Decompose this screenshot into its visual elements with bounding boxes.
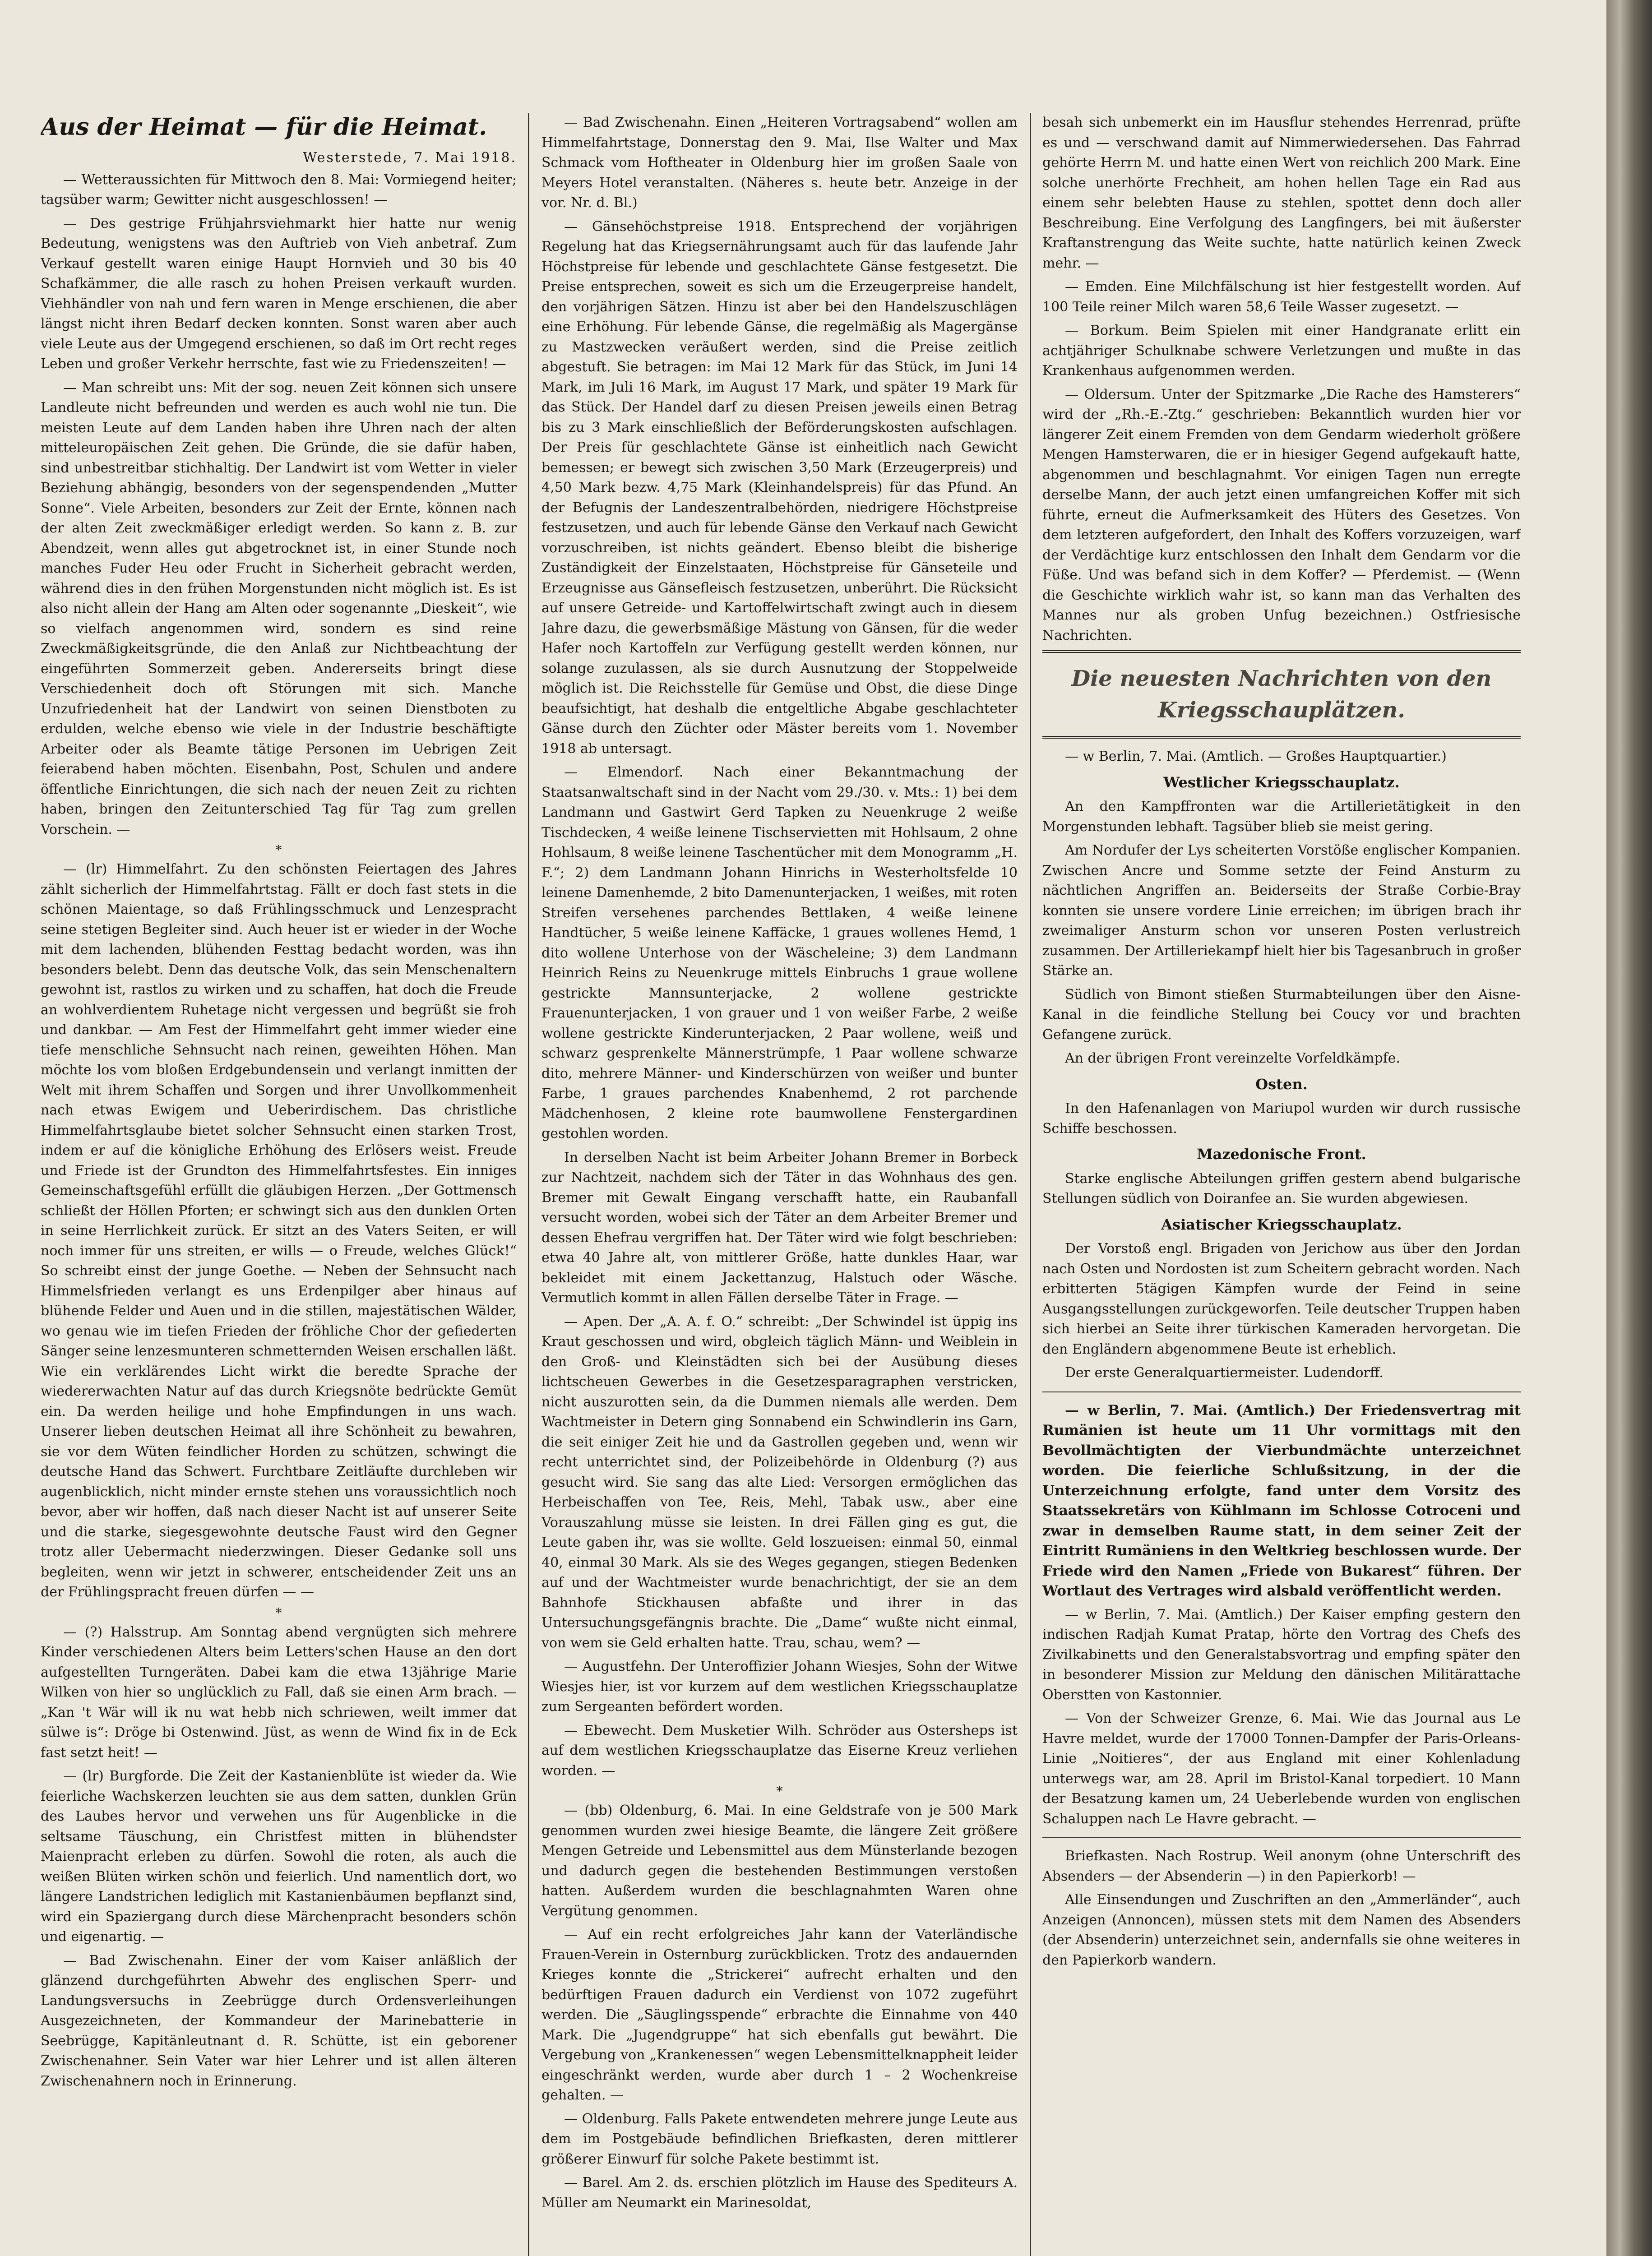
editorial-notice: Alle Einsendungen und Zuschriften an den „Ammerländer“, auch Anzeigen (Annoncen), müssen stets mit dem Namen des Absenders (der Absenderin) unterzeichnet sein, andernfalls sie ohne weiteres in den Papierkorb wandern. <box>1042 1892 1521 1968</box>
section-headline: Aus der Heimat — für die Heimat. <box>41 113 487 141</box>
east-front-heading: Osten. <box>1255 1075 1308 1093</box>
report-paragraph: Starke englische Abteilungen griffen gestern abend bulgarische Stellungen südlich von Doiranfee an. Sie wurden abgewiesen. <box>1042 1170 1521 1207</box>
article-paragraph: — Bad Zwischenahn. Einer der vom Kaiser anläßlich der glänzend durchgeführten Abwehr des englischen Sperr- und Landungsversuchs in Zeebrügge durch Ordensverleihungen Ausgezeichneten, der Kommandeur der Marinebatterie in Seebrügge, Kapitänleutnant d. R. Schütte, ist ein geborener Zwischenahner. Sein Vater war hier Lehrer und ist allen älteren Zwischenahnern noch in Erinnerung. <box>41 1952 517 2089</box>
article-paragraph: — Oldenburg. Falls Pakete entwendeten mehrere junge Leute aus dem im Postgebäude befindlichen Briefkasten, deren mittlerer größerer Einwurf für solche Pakete bestimmt ist. <box>541 2111 1018 2167</box>
report-paragraph: Der Vorstoß engl. Brigaden von Jerichow aus über den Jordan nach Osten und Nordosten ist zum Scheitern gebracht worden. Nach erbitterten 5tägigen Kämpfen wurde der Feind in seine Ausgangsstellungen zurückgeworfen. Teile deutscher Truppen haben sich hierbei an Seite ihrer türkischen Kameraden hervorgetan. Die den Engländern abgenommene Beute ist erheblich. <box>1042 1241 1521 1357</box>
article-paragraph: — Des gestrige Frühjahrsviehmarkt hier hatte nur wenig Bedeutung, wenigstens was den Auftrieb von Vieh anbetraf. Zum Verkauf gestellt waren einige Haupt Hornvieh und 30 bis 40 Schafkämmer, die alle rasch zu hohen Preisen verkauft wurden. Viehhändler von nah und fern waren in Menge erschienen, die aber längst nicht ihren Bedarf decken konnten. Sonst waren aber auch viele Leute aus der Umgegend erschienen, so daß im Ort recht reges Leben und großer Verkehr herrschte, fast wie zu Friedenszeiten! — <box>41 215 517 372</box>
report-paragraph: Am Nordufer der Lys scheiterten Vorstöße englischer Kompanien. Zwischen Ancre und Somme setzte der Feind Ansturm zu nächtlichen Angriffen an. Beiderseits der Straße Corbie-Bray konnten sie unsere vordere Linie erreichen; im übrigen brach ihr zweimaliger Ansturm schon vor unseren Posten verlustreich zusammen. Der Artilleriekampf hielt hier bis Tagesanbruch in großer Stärke an. <box>1042 842 1521 979</box>
article-paragraph: — Apen. Der „A. A. f. O.“ schreibt: „Der Schwindel ist üppig ins Kraut geschossen und wird, obgleich täglich Männ- und Weiblein in den Groß- und Kleinstädten sich bei der Ausübung dieses lichtscheuen Gewerbes in die Gesetzesparagraphen verstricken, nicht auszurotten sein, da die Dummen niemals alle werden. Dem Wachtmeister in Detern ging Sonnabend ein Schwindlerin ins Garn, die seit einiger Zeit hie und da Gastrollen gegeben und, wenn wir recht unterrichtet sind, der Polizeibehörde in Oldenburg (?) aus gesucht wird. Sie sang das alte Lied: Versorgen ermöglichen das Herbeischaffen von Tee, Reis, Mehl, Tabak usw., aber eine Vorauszahlung müsse sie leisten. In drei Fällen ging es gut, die Leute gaben ihr, was sie wollte. Geld loszueisen: einmal 50, einmal 40, einmal 30 Mark. Als sie des Weges gegangen, stiegen Bedenken auf und der Wachtmeister wurde benachrichtigt, der sie an dem Bahnhofe Stickhausen abfaßte und ihrer in das Untersuchungsgefängnis brachte. Die „Dame“ wußte nicht einmal, von wem sie Geld erhalten hatte. Trau, schau, wem? — <box>541 1313 1018 1651</box>
article-paragraph: — (lr) Himmelfahrt. Zu den schönsten Feiertagen des Jahres zählt sicherlich der Himmelfahrtstag. Fällt er doch fast stets in die schönen Maientage, so daß Frühlingsschmuck und Lenzespracht seine stetigen Begleiter sind. Auch heuer ist er wieder in der Woche mit dem lachenden, blühenden Festtag bedacht worden, was ihn besonders belebt. Denn das deutsche Volk, das sein Menschenaltern gewohnt ist, rastlos zu wirken und zu schaffen, hat doch die Freude an wohlverdientem Ruhetage nicht vergessen und begrüßt sie froh und dankbar. — Am Fest der Himmelfahrt geht immer wieder eine tiefe menschliche Sehnsucht nach reinen, geweihten Höhen. Man möchte los vom bloßen Erdgebundensein und verlangt inmitten der Welt mit ihrem Schaffen und Sorgen und ihrer Unvollkommenheit nach etwas Ewigem und Ueberirdischem. Das christliche Himmelfahrtsglaube bietet solcher Sehnsucht einen starken Trost, indem er auf die königliche Erhöhung des Erlösers weist. Freude und Friede ist der Grundton des Himmelfahrtsfestes. Ein inniges Gemeinschaftsgefühl erfüllt die gläubigen Herzen. „Der Gottmensch schließt der Höllen Pforten; er schwingt sich aus den dunklen Orten in seine Herrlichkeit zurück. Er sitzt an des Vaters Seiten, er will noch immer für uns streiten, er wills — o Freude, welches Glück!“ So schreibt einst der junge Goethe. — Neben der Sehnsucht nach Himmelsfrieden verlangt es uns Erdenpilger aber hinaus auf blühende Felder und Auen und in die stillen, majestätischen Wälder, wo genau wie im tiefen Frieden der fröhliche Chor der gefiederten Sänger seine lenzesmunteren schmetternden Weisen erschallen läßt. Wie ein verklärendes Licht wirkt die beredte Sprache der wiedererwachten Natur auf das durch Kriegsnöte bedrückte Gemüt ein. Da werden heilige und hohe Empfindungen in uns wach. Unserer lieben deutschen Heimat all ihre Schönheit zu bewahren, sie vor dem Wüten feindlicher Horden zu schützen, schwingt die deutsche Hand das Schwert. Furchtbare Zeitläufte durchleben wir augenblicklich, nicht minder ernste stehen uns voraussichtlich noch bevor, aber wir hoffen, daß nach dieser Nacht ist auf unserer Seite und die starke, siegesgewohnte deutsche Faust wird den Gegner trotz aller Uebermacht niederzwingen. Dieser Gedanke soll uns begleiten, wenn wir jetzt in schwerer, entscheidender Zeit uns an der Frühlingspracht freuen dürfen — — <box>41 861 517 1600</box>
report-paragraph: An der übrigen Front vereinzelte Vorfeldkämpfe. <box>1065 1050 1401 1066</box>
report-paragraph: Südlich von Bimont stießen Sturmabteilungen über den Aisne-Kanal in die feindliche Stellung bei Coucy vor und brachten Gefangene zurück. <box>1042 986 1521 1043</box>
report-signature: Der erste Generalquartiermeister. Ludendorff. <box>1065 1365 1384 1381</box>
column-1 <box>41 113 517 2256</box>
article-paragraph: In derselben Nacht ist beim Arbeiter Johann Bremer in Borbeck zur Nachtzeit, nachdem sich der Täter in das Wohnhaus des gen. Bremer mit Gewalt Eingang verschafft hatte, ein Raubanfall versucht worden, wobei sich der Täter an dem Arbeiter Bremer und dessen Ehefrau vergriffen hat. Der Täter wird wie folgt beschrieben: etwa 40 Jahre alt, von mittlerer Größe, hatte dunkles Haar, war bekleidet mit einem Jackettanzug, Halstuch oder Wäsche. Vermutlich kommt in allen Fällen derselbe Täter in Frage. — <box>541 1149 1018 1306</box>
asterisk-separator: * <box>275 1605 282 1620</box>
article-paragraph: — Augustfehn. Der Unteroffizier Johann Wiesjes, Sohn der Witwe Wiesjes hier, ist vor kurzem auf dem westlichen Kriegsschauplatze zum Sergeanten befördert worden. <box>541 1659 1018 1715</box>
article-paragraph: — Emden. Eine Milchfälschung ist hier festgestellt worden. Auf 100 Teile reiner Milch waren 58,6 Teile Wasser zugesetzt. — <box>1042 279 1521 315</box>
column-rule <box>528 113 529 2256</box>
asiatic-front-heading: Asiatischer Kriegsschauplatz. <box>1161 1216 1402 1233</box>
west-front-heading: Westlicher Kriegsschauplatz. <box>1163 773 1400 791</box>
section-divider <box>1042 1837 1521 1838</box>
page-edge <box>1606 0 1652 2256</box>
article-paragraph: — (bb) Oldenburg, 6. Mai. In eine Geldstrafe von je 500 Mark genommen wurden zwei hiesige Beamte, die längere Zeit größere Mengen Getreide und Lebensmittel aus dem Münsterlande bezogen und dadurch gegen die bestehenden Bestimmungen verstoßen hatten. Außerdem wurden die beschlagnahmten Waren ohne Vergütung genommen. <box>541 1803 1018 1919</box>
briefkasten-note: Briefkasten. Nach Rostrup. Weil anonym (ohne Unterschrift des Absenders — der Absenderin —) in den Papierkorb! — <box>1042 1848 1521 1884</box>
report-paragraph: In den Hafenanlagen von Mariupol wurden wir durch russische Schiffe beschossen. <box>1042 1100 1521 1137</box>
column-2 <box>541 113 1018 2256</box>
macedonian-front-heading: Mazedonische Front. <box>1197 1146 1366 1163</box>
article-paragraph: — Bad Zwischenahn. Einen „Heiteren Vortragsabend“ wollen am Himmelfahrtstage, Donnerstag den 9. Mai, Ilse Walter und Max Schmack vom Hoftheater in Oldenburg hier im großen Saale von Meyers Hotel veranstalten. (Näheres s. heute betr. Anzeige in der vor. Nr. d. Bl.) <box>541 115 1018 211</box>
column-rule <box>1030 113 1031 2256</box>
war-news-headline: Die neuesten Nachrichten von den Kriegsschauplätzen. <box>1042 650 1521 739</box>
article-paragraph: — Barel. Am 2. ds. erschien plötzlich im Hause des Spediteurs A. Müller am Neumarkt ein Marinesoldat, <box>541 2175 1018 2211</box>
dateline: Westerstede, 7. Mai 1918. <box>303 150 517 166</box>
asterisk-separator: * <box>275 842 282 857</box>
article-paragraph: — (lr) Burgforde. Die Zeit der Kastanienblüte ist wieder da. Wie feierliche Wachskerzen leuchten sie aus dem satten, dunklen Grün des Laubes hervor und verwehen uns für Augenblicke in die seltsame Täuschung, ein Christfest mitten in blühendster Maienpracht erleben zu dürfen. Sowohl die roten, als auch die weißen Blüten wirken schön und feierlich. Und namentlich dort, wo längere Landstrichen lediglich mit Kastanienbäumen bepflanzt sind, wird ein Spaziergang durch diese Märchenpracht besonders schön und eigenartig. — <box>41 1768 517 1945</box>
column-3 <box>1042 113 1521 2256</box>
article-paragraph: — Oldersum. Unter der Spitzmarke „Die Rache des Hamsterers“ wird der „Rh.-E.-Ztg.“ geschrieben: Bekanntlich wurden hier vor längerer Zeit einem Fremden von dem Gendarm wiederholt größere Mengen Hamsterwaren, die er in hiesiger Gegend aufgekauft hatte, abgenommen und beschlagnahmt. Vor einigen Tagen nun erregte derselbe Mann, der auch jetzt einen umfangreichen Koffer mit sich führte, erneut die Aufmerksamkeit des Hüters des Gesetzes. Von dem letzteren aufgefordert, den Inhalt des Koffers vorzuzeigen, warf der Verdächtige kurz entschlossen den Inhalt dem Gendarm vor die Füße. Und was befand sich in dem Koffer? — Pferdemist. — (Wenn die Geschichte wirklich wahr ist, so kann man das Verhalten des Mannes nur als groben Unfug bezeichnen.) Ostfriesische Nachrichten. <box>1042 386 1521 643</box>
report-paragraph: — w Berlin, 7. Mai. (Amtlich.) Der Kaiser empfing gestern den indischen Radjah Kumat Pratap, hörte den Vortrag des Chefs des Zivilkabinetts und den Generalstabsvortrag und empfing später den in besonderer Mission zur Meldung den dänischen Militärattache Oberstten von Kastonnier. <box>1042 1606 1521 1703</box>
peace-treaty-report: — w Berlin, 7. Mai. (Amtlich.) Der Friedensvertrag mit Rumänien ist heute um 11 Uhr vormittags mit den Bevollmächtigten der Vierbundmächte unterzeichnet worden. Die feierliche Schlußsitzung, in der die Unterzeichnung erfolgte, fand unter dem Vorsitz des Staatssekretärs von Kühlmann im Schlosse Cotroceni und zwar in demselben Raume statt, in dem seiner Zeit der Eintritt Rumäniens in den Weltkrieg beschlossen wurde. Der Friede wird den Namen „Friede von Bukarest“ führen. Der Wortlaut des Vertrages wird alsbald veröffentlicht werden. <box>1042 1402 1521 1599</box>
article-paragraph: — Ebewecht. Dem Musketier Wilh. Schröder aus Ostersheps ist auf dem westlichen Kriegsschauplatze das Eiserne Kreuz verliehen worden. — <box>541 1722 1018 1779</box>
report-dateline: — w Berlin, 7. Mai. (Amtlich. — Großes Hauptquartier.) <box>1065 749 1447 764</box>
article-paragraph: — Man schreibt uns: Mit der sog. neuen Zeit können sich unsere Landleute nicht befreunden und werden es auch wohl nie tun. Die meisten Leute auf dem Landen haben ihre Uhren nach der alten mitteleuropäischen Zeit gehen. Die Gründe, die sie dafür haben, sind unbestreitbar stichhaltig. Der Landwirt ist vom Wetter in vieler Beziehung abhängig, besonders von der segenspendenden „Mutter Sonne“. Viele Arbeiten, besonders zur Zeit der Ernte, können nach der alten Zeit zweckmäßiger erledigt werden. So kann z. B. zur Abendzeit, wenn alles gut abgetrocknet ist, in einer Stunde noch manches Fuder Heu oder Frucht in Sicherheit gebracht werden, während dies in den frühen Morgenstunden nicht möglich ist. Es ist also nicht allein der Hang am Alten oder sogenannte „Dieskeit“, wie so vielfach angenommen wird, sondern es sind reine Zweckmäßigkeitsgründe, die den Anlaß zur Nichtbeachtung der eingeführten Sommerzeit geben. Andererseits bringt diese Verschiedenheit doch oft Störungen mit sich. Manche Unzufriedenheit hat der Landwirt von seinen Dienstboten zu erdulden, welche ebenso wie viele in der Industrie beschäftigte Arbeiter oder als Beamte tätige Personen im Uebrigen Zeit feierabend haben möchten. Eisenbahn, Post, Schulen und andere öffentliche Einrichtungen, die sich nach der neuen Zeit zu richten haben, bringen den Zeitunterschied Tag für Tag zum grellen Vorschein. — <box>41 379 517 837</box>
article-paragraph: — (?) Halsstrup. Am Sonntag abend vergnügten sich mehrere Kinder verschiedenen Alters beim Letters'schen Hause an den dort aufgestellten Turngeräten. Dabei kam die etwa 13jährige Marie Wilken von hier so unglücklich zu Fall, daß sie einen Arm brach. — „Kan 't Wär will ik nu wat hebb nich schriewen, weilt immer dat sülwe is“: Dröge bi Ostenwind. Jüst, as wenn de Wind fix in de Eck fast setzt heit! — <box>41 1624 517 1761</box>
article-paragraph: besah sich unbemerkt ein im Hausflur stehendes Herrenrad, prüfte es und — verschwand damit auf Nimmerwiedersehen. Das Fahrrad gehörte Herrn M. und hatte einen Wert von reichlich 200 Mark. Eine solche unerhörte Frechheit, am hohen hellen Tage ein Rad aus einem sehr belebten Hause zu stehlen, spottet denn doch aller Beschreibung. Eine Verfolgung des Langfingers, bei mit äußerster Kraftanstrengung das Weite suchte, hatte natürlich keinen Zweck mehr. — <box>1042 115 1521 271</box>
article-paragraph: — Elmendorf. Nach einer Bekanntmachung der Staatsanwaltschaft sind in der Nacht vom 29./30. v. Mts.: 1) bei dem Landmann und Gastwirt Gerd Tapken zu Neuenkruge 2 weiße Tischdecken, 4 weiße leinene Tischservietten mit Hohlsaum, 2 ohne Hohlsaum, 8 weiße leinene Taschentücher mit dem Monogramm „H. F.“; 2) dem Landmann Johann Hinrichs in Westerholtsfelde 10 leinene Damenhemde, 2 bito Damenunterjacken, 1 weißes, mit roten Streifen versehenes parchendes Bettlaken, 4 weiße leinene Handtücher, 5 weiße leinene Kaffäcke, 1 graues wollenes Hemd, 1 dito wollene Unterhose von der Wäscheleine; 3) dem Landmann Heinrich Reins zu Neuenkruge mittels Einbruchs 1 graue wollene gestrickte Mannsunterjacke, 2 wollene gestrickte Frauenunterjacken, 1 von grauer und 1 von weißer Farbe, 2 weiße wollene gestrickte Kinderunterjacken, 2 Paar wollene, weiß und schwarz gesprenkelte Männerstrümpfe, 1 Paar wollene schwarze dito, mehrere Männer- und Kinderschürzen von weißer und bunter Farbe, 1 graues parchendes Knabenhemd, 2 rot parchende Mädchenhosen, 2 kleine rote baumwollene Fenstergardinen gestohlen worden. <box>541 764 1018 1142</box>
article-paragraph: — Auf ein recht erfolgreiches Jahr kann der Vaterländische Frauen-Verein in Osternburg zurückblicken. Trotz des andauernden Krieges konnte die „Strickerei“ aufrecht erhalten und den bedürftigen Frauen dadurch ein Verdienst von 1072 zugeführt werden. Die „Säuglingsspende“ erbrachte die Einnahme von 440 Mark. Die „Jugendgruppe“ hat sich ebenfalls gut bewährt. Die Vergebung von „Krankenessen“ wegen Lebensmittelknappheit leider eingeschränkt werden, wurde aber durch 1 – 2 Wochenkreise gehalten. — <box>541 1927 1018 2103</box>
report-paragraph: An den Kampffronten war die Artillerietätigkeit in den Morgenstunden lebhaft. Tagsüber blieb sie meist gering. <box>1042 799 1521 835</box>
article-paragraph: — Borkum. Beim Spielen mit einer Handgranate erlitt ein achtjähriger Schulknabe schwere Verletzungen und mußte in das Krankenhaus aufgenommen werden. <box>1042 323 1521 379</box>
report-paragraph: — Von der Schweizer Grenze, 6. Mai. Wie das Journal aus Le Havre meldet, wurde der 17000 Tonnen-Dampfer der Paris-Orleans-Linie „Noitieres“, der aus England mit einer Kohlenladung unterwegs war, am 28. April im Bristol-Kanal torpediert. 10 Mann der Besatzung kamen um, 24 Ueberlebende wurden von englischen Schaluppen nach Le Havre gebracht. — <box>1042 1710 1521 1827</box>
asterisk-separator: * <box>776 1784 783 1798</box>
article-paragraph: — Wetteraussichten für Mittwoch den 8. Mai: Vormiegend heiter; tagsüber warm; Gewitter nicht ausgeschlossen! — <box>41 171 517 208</box>
article-paragraph: — Gänsehöchstpreise 1918. Entsprechend der vorjährigen Regelung hat das Kriegsernährungsamt auch für das laufende Jahr Höchstpreise für lebende und geschlachtete Gänse festgesetzt. Die Preise entsprechen, soweit es sich um die Erzeugerpreise handelt, den vorjährigen Sätzen. Hinzu ist aber bei den Handelszuschlägen eine Erhöhung. Für lebende Gänse, die regelmäßig als Magergänse zu Mastzwecken veräußert werden, sind die Preise zeitlich abgestuft. Sie betragen: im Mai 12 Mark für das Stück, im Juni 14 Mark, im Juli 16 Mark, im August 17 Mark, und später 19 Mark für das Stück. Der Handel darf zu diesen Preisen jeweils einen Betrag bis zu 3 Mark einschließlich der Beförderungskosten aufschlagen. Der Preis für geschlachtete Gänse ist einheitlich nach Gewicht bemessen; er bewegt sich zwischen 3,50 Mark (Erzeugerpreis) und 4,50 Mark bezw. 4,75 Mark (Kleinhandelspreis) für das Pfund. An der Befugnis der Landeszentralbehörden, niedrigere Höchstpreise festzusetzen, und auch für lebende Gänse den Verkauf nach Gewicht vorzuschreiben, ist nichts geändert. Ebenso bleibt die bisherige Zuständigkeit der Einzelstaaten, Höchstpreise für Gänseteile und Erzeugnisse aus Gänsefleisch festzusetzen, unberührt. Die Rücksicht auf unsere Getreide- und Kartoffelwirtschaft zwingt auch in diesem Jahre dazu, die gewerbsmäßige Mästung von Gänsen, für die weder Hafer noch Kartoffeln zur Verfügung gestellt werden können, nur solange zuzulassen, als sie durch Ausnutzung der Stoppelweide möglich ist. Die Reichsstelle für Gemüse und Obst, die diese Dinge beaufsichtigt, hat deshalb die entgeltliche Abgabe geschlachteter Gänse durch den Züchter oder Mäster bereits vom 1. November 1918 ab untersagt. <box>541 218 1018 757</box>
